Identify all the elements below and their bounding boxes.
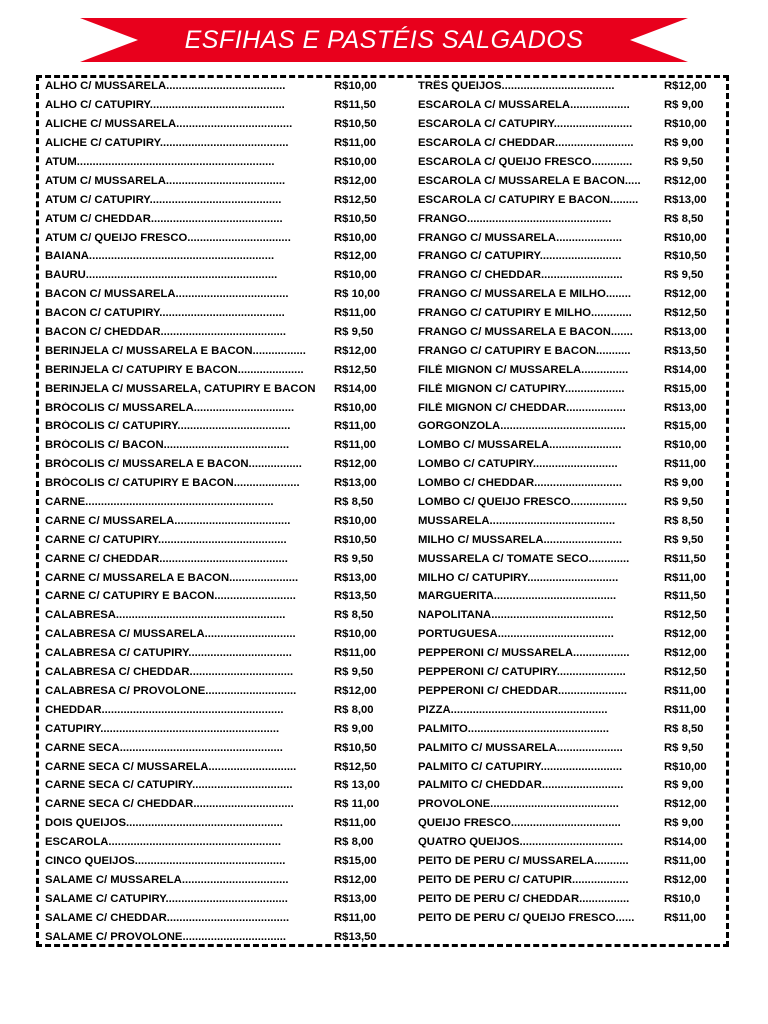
- menu-item-price: R$11,00: [334, 420, 377, 433]
- menu-item-price: R$12,00: [664, 80, 707, 93]
- menu-item: [418, 474, 718, 493]
- menu-item-price: R$12,00: [664, 628, 707, 641]
- menu-item: [418, 852, 718, 871]
- menu-item-name: SALAME C/ CHEDDAR.......................................: [45, 911, 290, 924]
- menu-item-price: R$13,50: [664, 344, 707, 357]
- page-title: ESFIHAS E PASTÉIS SALGADOS: [184, 26, 584, 54]
- menu-item-price: R$10,50: [334, 212, 377, 225]
- menu-item-name: CARNE SECA....................................................: [45, 741, 283, 754]
- menu-item: [45, 474, 390, 493]
- menu-item-name: BERINJELA C/ MUSSARELA E BACON.................: [45, 344, 306, 357]
- menu-item-name: PEPPERONI C/ MUSSARELA..................: [418, 647, 630, 660]
- menu-item-name: PEPPERONI C/ CATUPIRY......................: [418, 666, 626, 679]
- menu-item-name: ESCAROLA C/ CATUPIRY.........................: [418, 118, 633, 131]
- menu-item: [418, 96, 718, 115]
- menu-item-name: BACON C/ CHEDDAR........................................: [45, 326, 287, 339]
- menu-item: [45, 360, 390, 379]
- menu-item: [418, 304, 718, 323]
- menu-item: [45, 587, 390, 606]
- menu-item: [418, 568, 718, 587]
- menu-item-name: PALMITO C/ CATUPIRY..........................: [418, 760, 623, 773]
- menu-item: [418, 587, 718, 606]
- menu-item-name: LOMBO C/ CHEDDAR............................: [418, 477, 622, 490]
- menu-item-name: BRÓCOLIS C/ MUSSARELA E BACON.................: [45, 458, 302, 471]
- menu-item: [418, 77, 718, 96]
- menu-item-price: R$10,50: [334, 533, 377, 546]
- menu-item-price: R$12,00: [664, 873, 707, 886]
- menu-item-price: R$12,00: [664, 647, 707, 660]
- menu-item-name: ATUM C/ CATUPIRY..........................................: [45, 193, 282, 206]
- menu-item-price: R$10,00: [664, 760, 707, 773]
- menu-item-name: FRANGO C/ CHEDDAR..........................: [418, 269, 623, 282]
- menu-item-price: R$ 9,50: [664, 741, 704, 754]
- menu-item-price: R$ 9,50: [664, 269, 704, 282]
- menu-item: [45, 323, 390, 342]
- menu-item-price: R$10,50: [334, 741, 377, 754]
- menu-item: [45, 738, 390, 757]
- menu-item-name: CARNE C/ MUSSARELA.....................................: [45, 514, 291, 527]
- menu-item: [418, 549, 718, 568]
- menu-item-price: R$13,00: [334, 571, 377, 584]
- menu-item: [418, 757, 718, 776]
- menu-item-name: SALAME C/ PROVOLONE.................................: [45, 930, 287, 943]
- menu-item: [45, 606, 390, 625]
- menu-item-price: R$12,50: [334, 363, 377, 376]
- menu-item-price: R$ 8,50: [334, 609, 374, 622]
- menu-item: [418, 833, 718, 852]
- menu-item: [418, 455, 718, 474]
- menu-item: [45, 455, 390, 474]
- menu-item-price: R$ 8,50: [664, 722, 704, 735]
- menu-item-name: LOMBO C/ MUSSARELA.......................: [418, 439, 622, 452]
- menu-item-name: CALABRESA......................................................: [45, 609, 286, 622]
- menu-item-price: R$12,00: [664, 798, 707, 811]
- menu-item-name: CALABRESA C/ PROVOLONE.............................: [45, 684, 297, 697]
- menu-item-name: QUATRO QUEIJOS.................................: [418, 836, 624, 849]
- menu-item: [45, 927, 390, 946]
- menu-item-name: FRANGO C/ CATUPIRY..........................: [418, 250, 622, 263]
- menu-item-name: LOMBO C/ QUEIJO FRESCO..................: [418, 496, 628, 509]
- menu-item-name: BERINJELA C/ MUSSARELA, CATUPIRY E BACON: [45, 382, 316, 395]
- menu-item-price: R$10,00: [334, 401, 377, 414]
- menu-item-price: R$ 8,50: [334, 496, 374, 509]
- menu-item: [418, 436, 718, 455]
- menu-item-name: CARNE............................................................: [45, 496, 274, 509]
- menu-item-name: FRANGO C/ MUSSARELA.....................: [418, 231, 622, 244]
- menu-item-price: R$ 9,50: [334, 326, 374, 339]
- menu-item-name: CALABRESA C/ MUSSARELA.............................: [45, 628, 296, 641]
- menu-item: [418, 625, 718, 644]
- menu-item: [418, 738, 718, 757]
- menu-item-name: FRANGO C/ MUSSARELA E MILHO........: [418, 288, 631, 301]
- menu-item: [418, 341, 718, 360]
- menu-item-price: R$10,50: [334, 118, 377, 131]
- menu-item: [418, 171, 718, 190]
- menu-item-price: R$12,50: [334, 193, 377, 206]
- menu-item-price: R$ 9,50: [334, 666, 374, 679]
- menu-item-name: PIZZA..................................................: [418, 703, 608, 716]
- menu-item-name: BRÓCOLIS C/ MUSSARELA................................: [45, 401, 295, 414]
- menu-item: [45, 776, 390, 795]
- menu-item-name: MARGUERITA.......................................: [418, 590, 617, 603]
- menu-item-price: R$12,00: [334, 458, 377, 471]
- menu-item: [418, 228, 718, 247]
- menu-item: [418, 776, 718, 795]
- menu-item: [45, 493, 390, 512]
- menu-item-name: TRÊS QUEIJOS....................................: [418, 80, 615, 93]
- menu-item: [45, 530, 390, 549]
- menu-item-name: ESCAROLA C/ MUSSARELA...................: [418, 99, 630, 112]
- menu-item: [418, 682, 718, 701]
- menu-item-name: FRANGO C/ CATUPIRY E MILHO.............: [418, 307, 632, 320]
- menu-item: [45, 719, 390, 738]
- menu-item-price: R$11,00: [334, 911, 377, 924]
- menu-item: [45, 247, 390, 266]
- menu-item-price: R$11,50: [664, 552, 707, 565]
- menu-item: [418, 795, 718, 814]
- menu-item-name: PROVOLONE.........................................: [418, 798, 619, 811]
- menu-item-name: ESCAROLA C/ CATUPIRY E BACON.........: [418, 193, 639, 206]
- menu-item-price: R$14,00: [664, 836, 707, 849]
- menu-item-price: R$ 9,00: [664, 137, 704, 150]
- menu-item-name: CARNE C/ CHEDDAR.........................................: [45, 552, 288, 565]
- menu-item-name: FRANGO C/ MUSSARELA E BACON.......: [418, 326, 633, 339]
- menu-item: [45, 889, 390, 908]
- menu-item-price: R$11,00: [664, 458, 707, 471]
- menu-item: [45, 663, 390, 682]
- menu-item: [418, 700, 718, 719]
- menu-item-price: R$14,00: [664, 363, 707, 376]
- menu-item-name: BAURU.............................................................: [45, 269, 278, 282]
- menu-item-name: CARNE SECA C/ CATUPIRY................................: [45, 779, 293, 792]
- menu-item-name: FILÉ MIGNON C/ CATUPIRY...................: [418, 382, 625, 395]
- menu-item-price: R$ 9,50: [664, 533, 704, 546]
- menu-item: [418, 644, 718, 663]
- menu-item-name: PORTUGUESA.....................................: [418, 628, 614, 641]
- menu-item: [418, 247, 718, 266]
- menu-item-name: PEITO DE PERU C/ MUSSARELA...........: [418, 854, 629, 867]
- menu-item: [45, 417, 390, 436]
- menu-item-price: R$ 8,00: [334, 836, 374, 849]
- menu-item-price: R$11,00: [334, 817, 377, 830]
- menu-item-name: SALAME C/ CATUPIRY.......................................: [45, 892, 288, 905]
- menu-item: [45, 398, 390, 417]
- menu-item-name: PEITO DE PERU C/ CATUPIR..................: [418, 873, 629, 886]
- menu-item-name: BACON C/ CATUPIRY........................................: [45, 307, 285, 320]
- menu-item: [418, 323, 718, 342]
- menu-item: [45, 190, 390, 209]
- menu-item-name: FILÉ MIGNON C/ CHEDDAR...................: [418, 401, 626, 414]
- menu-item-name: CHEDDAR..........................................................: [45, 703, 284, 716]
- menu-item: [418, 285, 718, 304]
- menu-item-name: ATUM C/ MUSSARELA......................................: [45, 174, 286, 187]
- menu-item: [45, 625, 390, 644]
- menu-item-price: R$12,00: [334, 174, 377, 187]
- menu-item-price: R$ 9,50: [664, 496, 704, 509]
- menu-item: [45, 795, 390, 814]
- menu-item: [45, 852, 390, 871]
- menu-item-price: R$10,00: [664, 231, 707, 244]
- menu-item: [45, 153, 390, 172]
- menu-item-price: R$13,00: [334, 477, 377, 490]
- menu-item-name: CARNE C/ MUSSARELA E BACON......................: [45, 571, 299, 584]
- menu-item-price: R$10,00: [664, 118, 707, 131]
- menu-item: [45, 700, 390, 719]
- menu-item: [418, 511, 718, 530]
- menu-item-price: R$11,00: [334, 439, 377, 452]
- menu-item: [45, 757, 390, 776]
- menu-item-name: PEITO DE PERU C/ CHEDDAR................: [418, 892, 630, 905]
- menu-item: [418, 889, 718, 908]
- menu-item-name: CINCO QUEIJOS................................................: [45, 854, 286, 867]
- menu-item: [45, 285, 390, 304]
- menu-item: [45, 833, 390, 852]
- menu-item-price: R$12,50: [334, 760, 377, 773]
- menu-item-name: FRANGO C/ CATUPIRY E BACON...........: [418, 344, 631, 357]
- menu-item: [45, 908, 390, 927]
- menu-item-price: R$11,00: [664, 703, 707, 716]
- menu-item-name: CATUPIRY.........................................................: [45, 722, 280, 735]
- menu-item-price: R$13,00: [664, 326, 707, 339]
- menu-item-price: R$ 9,00: [664, 817, 704, 830]
- menu-item-name: DOIS QUEIJOS..................................................: [45, 817, 283, 830]
- menu-item-name: BRÓCOLIS C/ CATUPIRY E BACON.....................: [45, 477, 300, 490]
- menu-item-name: ATUM C/ CHEDDAR..........................................: [45, 212, 283, 225]
- menu-item-price: R$11,00: [334, 137, 377, 150]
- menu-item: [45, 77, 390, 96]
- menu-item: [418, 134, 718, 153]
- menu-item-price: R$10,00: [664, 439, 707, 452]
- menu-item-price: R$12,00: [664, 288, 707, 301]
- menu-item: [418, 266, 718, 285]
- menu-item: [418, 814, 718, 833]
- menu-item-price: R$ 9,00: [334, 722, 374, 735]
- menu-item-name: PALMITO.............................................: [418, 722, 610, 735]
- menu-item: [45, 228, 390, 247]
- menu-item-price: R$ 8,50: [664, 514, 704, 527]
- menu-item-price: R$10,00: [334, 628, 377, 641]
- menu-item: [418, 870, 718, 889]
- menu-item-price: R$11,50: [334, 99, 377, 112]
- menu-item-price: R$15,00: [664, 382, 707, 395]
- menu-item-price: R$10,50: [664, 250, 707, 263]
- menu-item-price: R$10,00: [334, 269, 377, 282]
- menu-item: [45, 682, 390, 701]
- menu-item: [418, 153, 718, 172]
- menu-item-price: R$12,50: [664, 666, 707, 679]
- menu-item-price: R$ 8,00: [334, 703, 374, 716]
- menu-item: [45, 436, 390, 455]
- menu-item-name: MILHO C/ MUSSARELA.........................: [418, 533, 622, 546]
- menu-item-name: NAPOLITANA.......................................: [418, 609, 614, 622]
- menu-item-name: ALICHE C/ CATUPIRY.........................................: [45, 137, 289, 150]
- menu-item-name: CARNE C/ CATUPIRY.........................................: [45, 533, 287, 546]
- menu-item-price: R$14,00: [334, 382, 377, 395]
- menu-item-price: R$13,50: [334, 590, 377, 603]
- menu-item-name: BACON C/ MUSSARELA....................................: [45, 288, 289, 301]
- menu-item-price: R$12,00: [664, 174, 707, 187]
- menu-item-price: R$ 9,50: [334, 552, 374, 565]
- menu-item-price: R$ 10,00: [334, 288, 380, 301]
- menu-item: [45, 209, 390, 228]
- menu-item-price: R$ 11,00: [334, 798, 380, 811]
- menu-item-name: ALICHE C/ MUSSARELA.....................................: [45, 118, 293, 131]
- menu-item-price: R$11,00: [664, 911, 707, 924]
- menu-item-price: R$ 9,00: [664, 477, 704, 490]
- menu-column-right: [418, 77, 718, 927]
- menu-item: [45, 304, 390, 323]
- menu-item: [418, 398, 718, 417]
- menu-item-price: R$ 9,00: [664, 779, 704, 792]
- menu-item-price: R$11,00: [664, 571, 707, 584]
- menu-item: [45, 814, 390, 833]
- menu-item-price: R$11,00: [334, 647, 377, 660]
- menu-item: [418, 115, 718, 134]
- menu-item: [45, 379, 390, 398]
- menu-item-price: R$10,00: [334, 514, 377, 527]
- menu-item: [45, 96, 390, 115]
- menu-item-price: R$ 9,00: [664, 99, 704, 112]
- menu-item: [45, 549, 390, 568]
- menu-item: [418, 417, 718, 436]
- menu-item-name: CALABRESA C/ CHEDDAR.................................: [45, 666, 294, 679]
- menu-item: [418, 360, 718, 379]
- menu-item-name: FILÉ MIGNON C/ MUSSARELA...............: [418, 363, 629, 376]
- menu-column-left: [45, 77, 390, 946]
- menu-item: [418, 379, 718, 398]
- menu-item-name: BRÓCOLIS C/ BACON........................................: [45, 439, 290, 452]
- header-banner: [80, 18, 688, 62]
- menu-item-price: R$13,00: [334, 892, 377, 905]
- menu-item-price: R$ 9,50: [664, 156, 704, 168]
- menu-item-name: FRANGO..............................................: [418, 212, 612, 225]
- menu-item-name: BAIANA...........................................................: [45, 250, 275, 263]
- menu-item-name: GORGONZOLA........................................: [418, 420, 626, 433]
- menu-item-name: PEITO DE PERU C/ QUEIJO FRESCO......: [418, 911, 635, 924]
- menu-item-name: MUSSARELA........................................: [418, 514, 616, 527]
- menu-item-name: QUEIJO FRESCO...................................: [418, 817, 621, 830]
- menu-item-name: ESCAROLA.......................................................: [45, 836, 282, 849]
- menu-item-name: PALMITO C/ CHEDDAR..........................: [418, 779, 624, 792]
- menu-item-name: PEPPERONI C/ CHEDDAR......................: [418, 684, 628, 697]
- menu-item-name: MILHO C/ CATUPIRY.............................: [418, 571, 619, 584]
- menu-item: [45, 511, 390, 530]
- menu-item-price: R$12,00: [334, 684, 377, 697]
- menu-item-price: R$12,00: [334, 344, 377, 357]
- menu-item: [45, 266, 390, 285]
- menu-item: [45, 644, 390, 663]
- menu-item-price: R$12,50: [664, 609, 707, 622]
- menu-item-name: PALMITO C/ MUSSARELA.....................: [418, 741, 623, 754]
- menu-item: [418, 530, 718, 549]
- menu-item: [45, 171, 390, 190]
- menu-item-name: CARNE SECA C/ CHEDDAR................................: [45, 798, 294, 811]
- menu-item-name: MUSSARELA C/ TOMATE SECO.............: [418, 552, 630, 565]
- menu-item: [418, 606, 718, 625]
- menu-item-price: R$12,50: [664, 307, 707, 320]
- menu-item-price: R$11,00: [334, 307, 377, 320]
- menu-item-price: R$ 13,00: [334, 779, 380, 792]
- menu-item-price: R$10,00: [334, 80, 377, 93]
- menu-item-name: ATUM...............................................................: [45, 156, 275, 168]
- menu-item-name: CARNE SECA C/ MUSSARELA............................: [45, 760, 297, 773]
- menu-item: [45, 341, 390, 360]
- menu-item: [45, 568, 390, 587]
- menu-item-price: R$10,0: [664, 892, 701, 905]
- menu-item-name: ESCAROLA C/ QUEIJO FRESCO.............: [418, 156, 633, 168]
- menu-item-price: R$13,00: [664, 193, 707, 206]
- menu-item: [418, 663, 718, 682]
- menu-item-price: R$10,00: [334, 156, 377, 168]
- menu-item: [418, 493, 718, 512]
- menu-item-name: ATUM C/ QUEIJO FRESCO.................................: [45, 231, 291, 244]
- menu-item-name: BRÓCOLIS C/ CATUPIRY....................................: [45, 420, 291, 433]
- menu-item-name: ALHO C/ CATUPIRY...........................................: [45, 99, 285, 112]
- menu-item: [418, 908, 718, 927]
- menu-item-price: R$ 8,50: [664, 212, 704, 225]
- menu-item-name: BERINJELA C/ CATUPIRY E BACON.....................: [45, 363, 304, 376]
- menu-item: [45, 115, 390, 134]
- menu-item-price: R$12,00: [334, 873, 377, 886]
- menu-item-name: LOMBO C/ CATUPIRY...........................: [418, 458, 618, 471]
- menu-item-name: ESCAROLA C/ CHEDDAR.........................: [418, 137, 634, 150]
- menu-item-price: R$11,00: [664, 854, 707, 867]
- menu-item: [418, 719, 718, 738]
- menu-item-price: R$12,00: [334, 250, 377, 263]
- menu-item: [45, 134, 390, 153]
- menu-item-price: R$11,00: [664, 684, 707, 697]
- menu-item-price: R$10,00: [334, 231, 377, 244]
- menu-item: [45, 870, 390, 889]
- menu-item: [418, 190, 718, 209]
- menu-item-name: CALABRESA C/ CATUPIRY.................................: [45, 647, 292, 660]
- menu-item-price: R$13,50: [334, 930, 377, 943]
- menu-item-name: CARNE C/ CATUPIRY E BACON..........................: [45, 590, 296, 603]
- menu-item: [418, 209, 718, 228]
- menu-item-name: ALHO C/ MUSSARELA......................................: [45, 80, 286, 93]
- menu-item-price: R$13,00: [664, 401, 707, 414]
- menu-item-price: R$15,00: [664, 420, 707, 433]
- menu-item-name: ESCAROLA C/ MUSSARELA E BACON.....: [418, 174, 641, 187]
- menu-item-name: SALAME C/ MUSSARELA..................................: [45, 873, 289, 886]
- menu-item-price: R$11,50: [664, 590, 707, 603]
- menu-item-price: R$15,00: [334, 854, 377, 867]
